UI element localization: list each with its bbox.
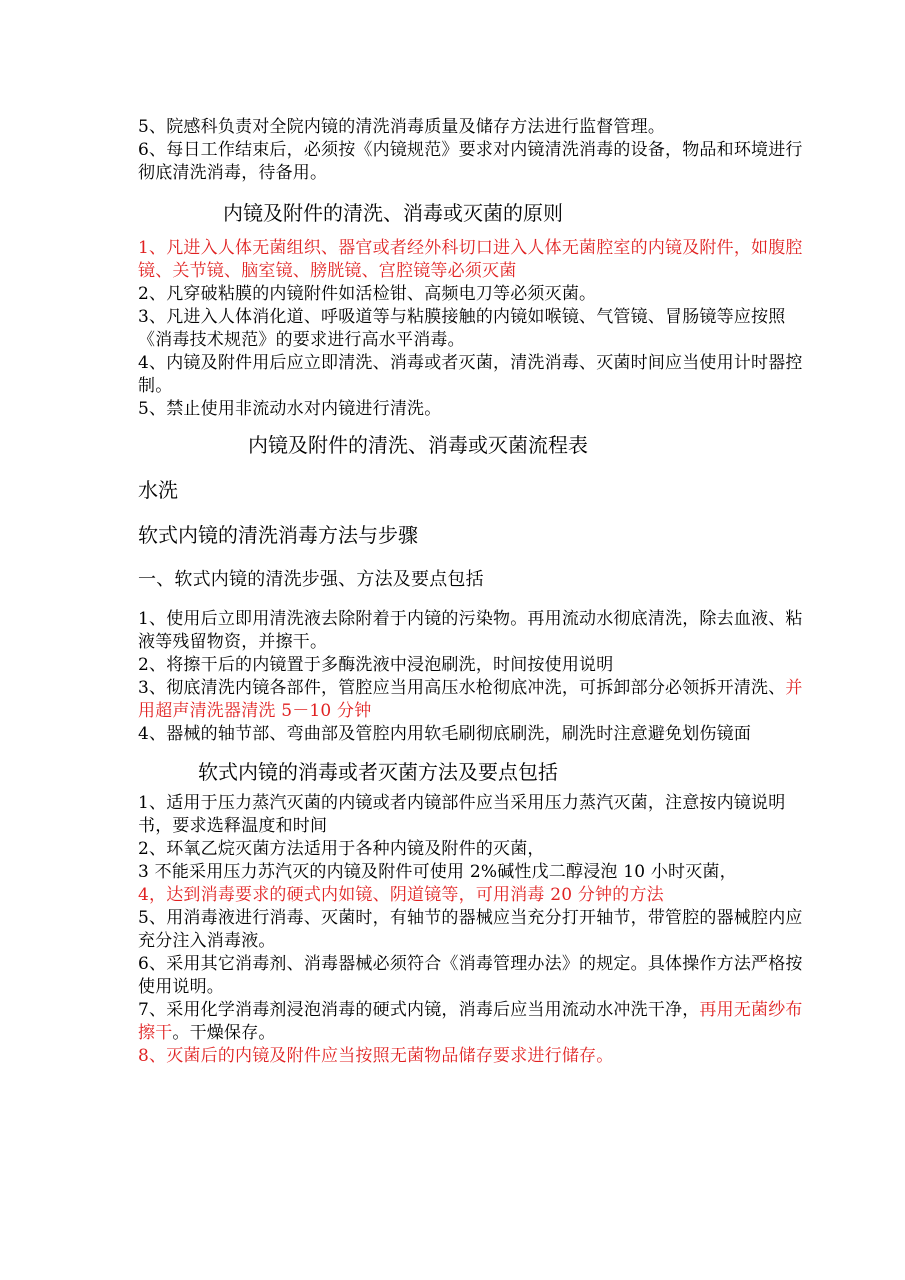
water-wash-heading: 水洗 — [138, 478, 178, 502]
disinfect-item-6: 6、采用其它消毒剂、消毒器械必须符合《消毒管理办法》的规定。具体操作方法严格按使用说明。 — [138, 954, 803, 997]
principle-item-3: 3、凡进入人体消化道、呼吸道等与粘膜接触的内镜如喉镜、气管镜、冒肠镜等应按照《消毒技术规范》的要求进行高水平消毒。 — [138, 307, 786, 350]
principle-item-2: 2、凡穿破粘膜的内镜附件如活检钳、高频电刀等必须灭菌。 — [138, 284, 597, 304]
paragraph-item-5: 5、院感科负责对全院内镜的清洗消毒质量及储存方法进行监督管理。 — [138, 117, 666, 137]
cleaning-item-4: 4、器械的轴节部、弯曲部及管腔内用软毛刷彻底刷洗，刷洗时注意避免划伤镜面 — [138, 724, 752, 744]
principles-title: 内镜及附件的清洗、消毒或灭菌的原则 — [223, 201, 563, 225]
cleaning-item-3 — [138, 677, 808, 723]
disinfect-item-5: 5、用消毒液进行消毒、灭菌时，有轴节的器械应当充分打开轴节，带管腔的器械腔内应充分注入消毒液。 — [138, 908, 803, 951]
disinfect-item-1: 1、适用于压力蒸汽灭菌的内镜或者内镜部件应当采用压力蒸汽灭菌，注意按内镜说明书，要求选释温度和时间 — [138, 793, 786, 836]
disinfect-item-7-highlight: 再用无菌纱布擦干 — [138, 1000, 803, 1043]
disinfect-item-8: 8、灭菌后的内镜及附件应当按照无菌物品储存要求进行储存。 — [138, 1046, 614, 1066]
disinfect-item-7-tail: 。干燥保存。 — [172, 1023, 276, 1043]
cleaning-item-3-text: 3、彻底清洗内镜各部件，管腔应当用高压水枪彻底冲洗，可拆卸部分必领拆开清洗、 — [138, 678, 786, 698]
principle-item-5: 5、禁止使用非流动水对内镜进行清洗。 — [138, 399, 442, 419]
flow-title: 内镜及附件的清洗、消毒或灭菌流程表 — [248, 433, 588, 457]
principle-item-4: 4、内镜及附件用后应立即清洗、消毒或者灭菌，清洗消毒、灭菌时间应当使用计时器控制。 — [138, 353, 803, 396]
disinfect-item-7 — [138, 999, 808, 1045]
cleaning-item-1: 1、使用后立即用清洗液去除附着于内镜的污染物。再用流动水彻底清洗，除去血液、粘液等残留物资，并擦干。 — [138, 609, 803, 652]
disinfect-item-3: 3 不能采用压力苏汽灭的内镜及附件可使用 2%碱性戊二醇浸泡 10 小时灭菌， — [138, 862, 737, 882]
disinfect-item-4: 4，达到消毒要求的硬式内如镜、阴道镜等，可用消毒 20 分钟的方法 — [138, 885, 664, 905]
soft-scope-heading: 软式内镜的清洗消毒方法与步骤 — [138, 523, 418, 547]
principle-item-1: 1、凡进入人体无菌组织、器官或者经外科切口进入人体无菌腔室的内镜及附件，如腹腔镜、关节镜、脑室镜、膀胱镜、宫腔镜等必须灭菌 — [138, 238, 803, 281]
cleaning-item-3-highlight: 并用超声清洗器清洗 5－10 分钟 — [138, 678, 803, 721]
disinfect-title: 软式内镜的消毒或者灭菌方法及要点包括 — [198, 760, 558, 784]
cleaning-item-2: 2、将擦干后的内镜置于多酶洗液中浸泡刷洗，时间按使用说明 — [138, 655, 614, 675]
cleaning-subheading: 一、软式内镜的清洗步强、方法及要点包括 — [138, 569, 484, 590]
paragraph-item-6: 6、每日工作结束后，必须按《内镜规范》要求对内镜清洗消毒的设备，物品和环境进行彻底清洗消毒，待备用。 — [138, 140, 803, 183]
disinfect-item-7-text: 7、采用化学消毒剂浸泡消毒的硬式内镜，消毒后应当用流动水冲洗干净， — [138, 1000, 700, 1020]
document-page — [138, 112, 808, 1068]
disinfect-item-2: 2、环氧乙烷灭菌方法适用于各种内镜及附件的灭菌， — [138, 839, 545, 859]
